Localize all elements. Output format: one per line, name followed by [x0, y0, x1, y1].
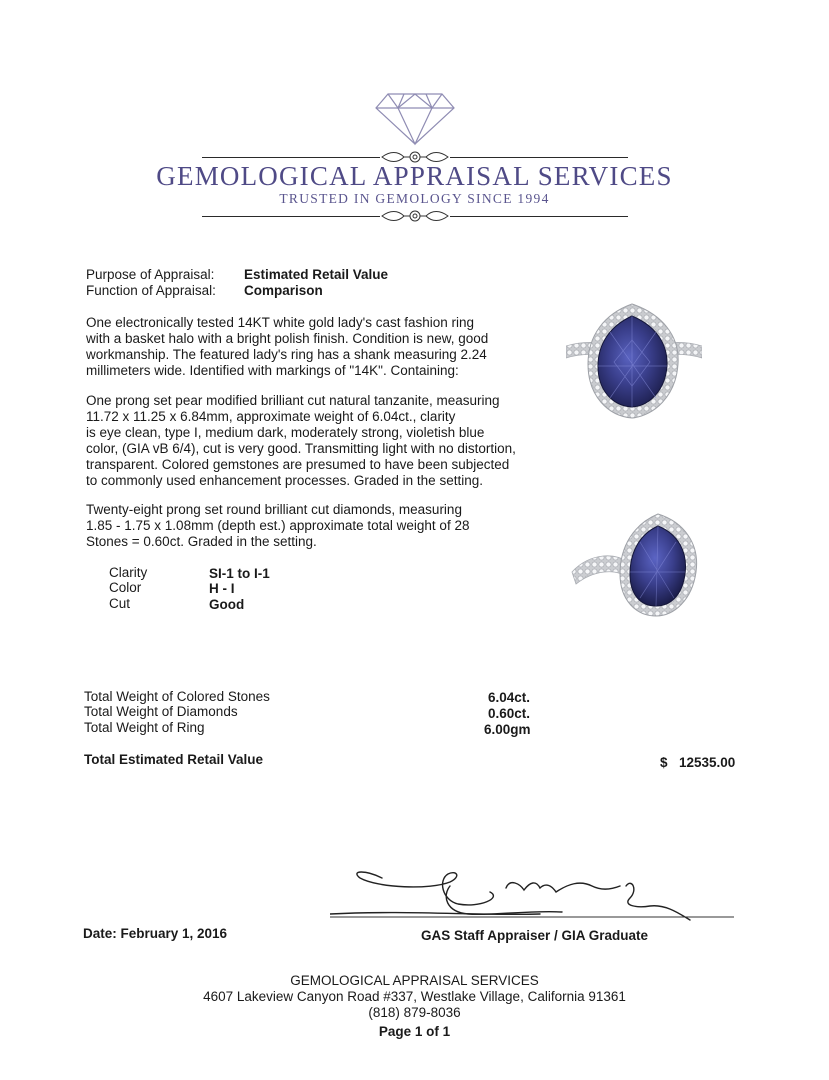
diamond-icon	[374, 92, 456, 146]
ring-photo-side-view	[570, 512, 702, 624]
signer-title: GAS Staff Appraiser / GIA Graduate	[421, 928, 649, 943]
purpose-label: Purpose of Appraisal:	[86, 267, 215, 282]
purpose-value: Estimated Retail Value	[244, 267, 389, 282]
total-colored-stones-label: Total Weight of Colored Stones	[84, 689, 270, 704]
grading-clarity-label: Clarity	[109, 565, 148, 580]
text-line: workmanship. The featured lady's ring has a shank measuring 2.24	[86, 347, 487, 362]
appraisal-date: Date: February 1, 2016	[83, 926, 228, 941]
retail-value-label: Total Estimated Retail Value	[84, 752, 264, 767]
text-line: color, (GIA vB 6/4), cut is very good. Transmitting light with no distortion,	[86, 441, 516, 456]
text-line: One prong set pear modified brilliant cut natural tanzanite, measuring	[86, 393, 500, 408]
grading-color-value: H - I	[209, 581, 235, 596]
text-line: One electronically tested 14KT white gold lady's cast fashion ring	[86, 315, 475, 330]
grading-color-label: Color	[109, 580, 142, 595]
description-paragraph-2	[86, 393, 516, 489]
description-paragraph-1	[86, 315, 488, 379]
function-label: Function of Appraisal:	[86, 283, 216, 298]
total-ring-weight-label: Total Weight of Ring	[84, 720, 205, 735]
footer-phone: (818) 879-8036	[368, 1005, 461, 1020]
footer-address: 4607 Lakeview Canyon Road #337, Westlake Village, California 91361	[203, 989, 626, 1004]
grading-clarity-value: SI-1 to I-1	[209, 566, 270, 581]
text-line: Stones = 0.60ct. Graded in the setting.	[86, 534, 317, 549]
grading-cut-label: Cut	[109, 596, 131, 611]
text-line: with a basket halo with a bright polish finish. Condition is new, good	[86, 331, 489, 346]
text-line: to commonly used enhancement processes. Graded in the setting.	[86, 473, 483, 488]
retail-amount: 12535.00	[679, 755, 736, 770]
total-colored-stones-value: 6.04ct.	[488, 690, 531, 705]
company-tagline: TRUSTED IN GEMOLOGY SINCE 1994	[279, 191, 550, 206]
function-value: Comparison	[244, 283, 323, 298]
total-diamonds-label: Total Weight of Diamonds	[84, 704, 238, 719]
ring-photo-top-view	[566, 300, 702, 424]
grading-cut-value: Good	[209, 597, 245, 612]
text-line: millimeters wide. Identified with markings of "14K". Containing:	[86, 363, 459, 378]
text-line: is eye clean, type I, medium dark, moderately strong, violetish blue	[86, 425, 485, 440]
description-paragraph-3	[86, 502, 469, 550]
retail-currency: $	[660, 755, 668, 770]
text-line: Twenty-eight prong set round brilliant cut diamonds, measuring	[86, 502, 462, 517]
text-line: transparent. Colored gemstones are presumed to have been subjected	[86, 457, 510, 472]
footer-company: GEMOLOGICAL APPRAISAL SERVICES	[290, 973, 539, 988]
signature-image	[330, 856, 740, 928]
page-number: Page 1 of 1	[378, 1024, 451, 1039]
text-line: 1.85 - 1.75 x 1.08mm (depth est.) approximate total weight of 28	[86, 518, 470, 533]
flourish-bottom-icon	[380, 208, 450, 224]
text-line: 11.72 x 11.25 x 6.84mm, approximate weight of 6.04ct., clarity	[86, 409, 456, 424]
total-diamonds-value: 0.60ct.	[488, 706, 531, 721]
total-ring-weight-value: 6.00gm	[484, 722, 531, 737]
company-logo-title: GEMOLOGICAL APPRAISAL SERVICES	[156, 161, 673, 191]
